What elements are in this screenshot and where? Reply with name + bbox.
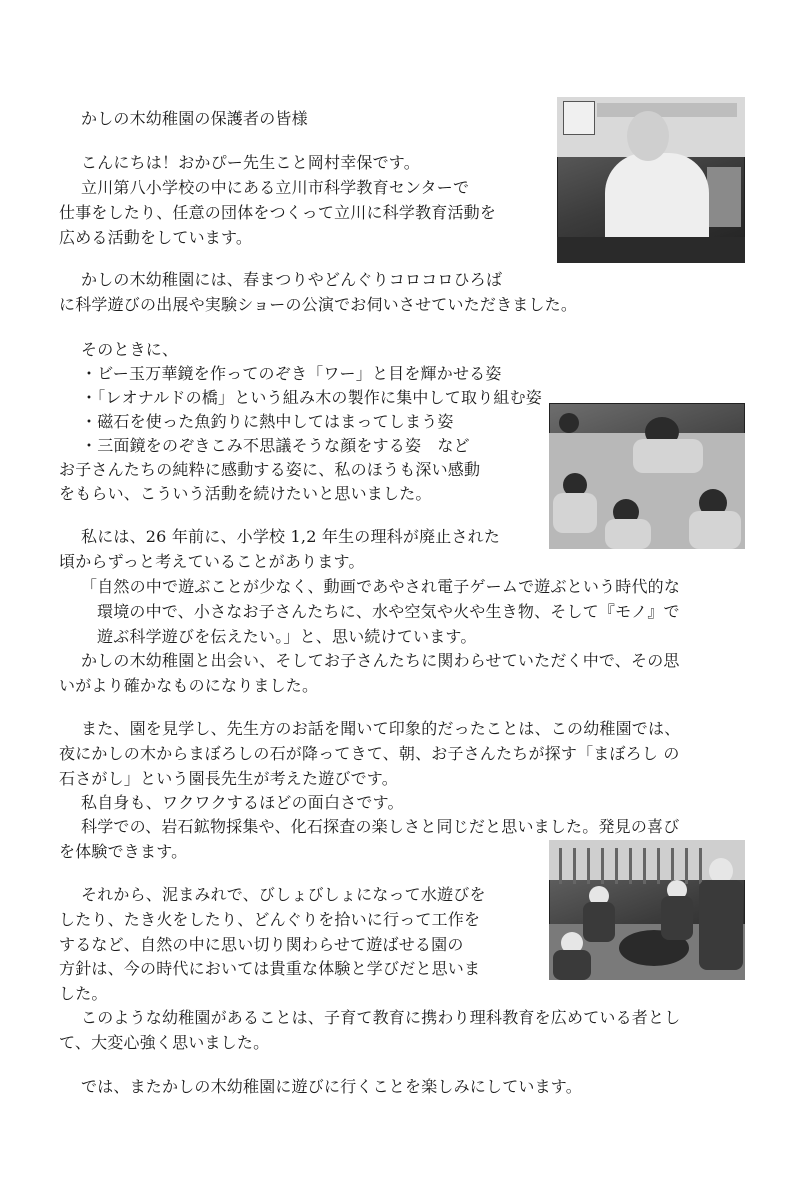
paragraph-line: このような幼稚園があることは、子育て教育に携わり理科教育を広めている者とし (81, 1008, 681, 1027)
child-body (689, 511, 741, 549)
paragraph-line: をもらい、こういう活動を続けたいと思いました。 (59, 484, 432, 503)
child-body (553, 950, 591, 980)
scaffold (559, 848, 709, 884)
paragraph-line: 仕事をしたり、任意の団体をつくって立川に科学教育活動を (59, 203, 497, 222)
child-body (583, 902, 615, 942)
paragraph-line: 広める活動をしています。 (59, 228, 253, 247)
paragraph-line: を体験できます。 (59, 842, 188, 861)
poster (707, 167, 741, 227)
bullet-item: ・ビー玉万華鏡を作ってのぞき「ワー」と目を輝かせる姿 (81, 364, 502, 383)
salutation: かしの木幼稚園の保護者の皆様 (81, 109, 308, 128)
bullet-item: ・磁石を使った魚釣りに熱中してはまってしまう姿 (81, 412, 454, 431)
paragraph-line: それから、泥まみれで、びしょびしょになって水遊びを (81, 885, 486, 904)
table (557, 237, 745, 263)
paragraph-line: 夜にかしの木からまぼろしの石が降ってきて、朝、お子さんたちが探す「まぼろし の (59, 744, 680, 763)
paragraph-line: て、大変心強く思いました。 (59, 1033, 270, 1052)
paragraph-line: 私には、26 年前に、小学校 1,2 年生の理科が廃止された (81, 527, 501, 546)
paragraph-line: するなど、自然の中に思い切り関わらせて遊ばせる園の (59, 935, 464, 954)
paragraph-line: お子さんたちの純粋に感動する姿に、私のほうも深い感動 (59, 460, 481, 479)
paragraph-line: 方針は、今の時代においては貴重な体験と学びだと思いま (59, 959, 481, 978)
photo-banner (597, 103, 737, 117)
teacher-photo (557, 97, 745, 263)
bullet-item: ・三面鏡をのぞきこみ不思議そうな顔をする姿 など (81, 436, 470, 455)
paragraph-line: かしの木幼稚園には、春まつりやどんぐりコロコロひろば (81, 270, 503, 289)
paragraph-line: いがより確かなものになりました。 (59, 676, 319, 695)
children-floor-photo (549, 403, 745, 549)
paragraph-line: 立川第八小学校の中にある立川市科学教育センターで (81, 178, 470, 197)
children-outdoor-photo (549, 840, 745, 980)
photo-sign (563, 101, 595, 135)
closing-line: では、またかしの木幼稚園に遊びに行くことを楽しみにしています。 (81, 1077, 582, 1096)
adult-body (699, 880, 743, 970)
quote-line: 環境の中で、小さなお子さんたちに、水や空気や火や生き物、そして『モノ』で (97, 602, 680, 621)
quote-line: 「自然の中で遊ぶことが少なく、動画であやされ電子ゲームで遊ぶという時代的な (81, 577, 681, 596)
quote-line: 遊ぶ科学遊びを伝えたい。」と、思い続けています。 (97, 627, 477, 646)
paragraph-line: に科学遊びの出展や実験ショーの公演でお伺いさせていただきました。 (59, 295, 578, 314)
child-body (661, 896, 693, 940)
paragraph-line: した。 (59, 984, 108, 1003)
teacher-face (627, 111, 669, 161)
greeting-line: こんにちは！おかぴー先生こと岡村幸保です。 (81, 153, 420, 172)
child-body (553, 493, 597, 533)
child-head (559, 413, 579, 433)
paragraph-line: また、園を見学し、先生方のお話を聞いて印象的だったことは、この幼稚園では、 (81, 719, 681, 738)
paragraph-line: 科学での、岩石鉱物採集や、化石探査の楽しさと同じだと思いました。発見の喜び (81, 817, 680, 836)
paragraph-line: 私自身も、ワクワクするほどの面白さです。 (81, 793, 404, 812)
paragraph-line: かしの木幼稚園と出会い、そしてお子さんたちに関わらせていただく中で、その思 (81, 651, 680, 670)
bullet-item: ・「レオナルドの橋」という組み木の製作に集中して取り組む姿 (81, 388, 543, 407)
child-body (605, 519, 651, 549)
child-body (633, 439, 703, 473)
paragraph-line: 石さがし」という園長先生が考えた遊びです。 (59, 769, 398, 788)
paragraph-line: 頃からずっと考えていることがあります。 (59, 552, 365, 571)
paragraph-line: そのときに、 (81, 340, 179, 359)
paragraph-line: したり、たき火をしたり、どんぐりを拾いに行って工作を (59, 910, 481, 929)
